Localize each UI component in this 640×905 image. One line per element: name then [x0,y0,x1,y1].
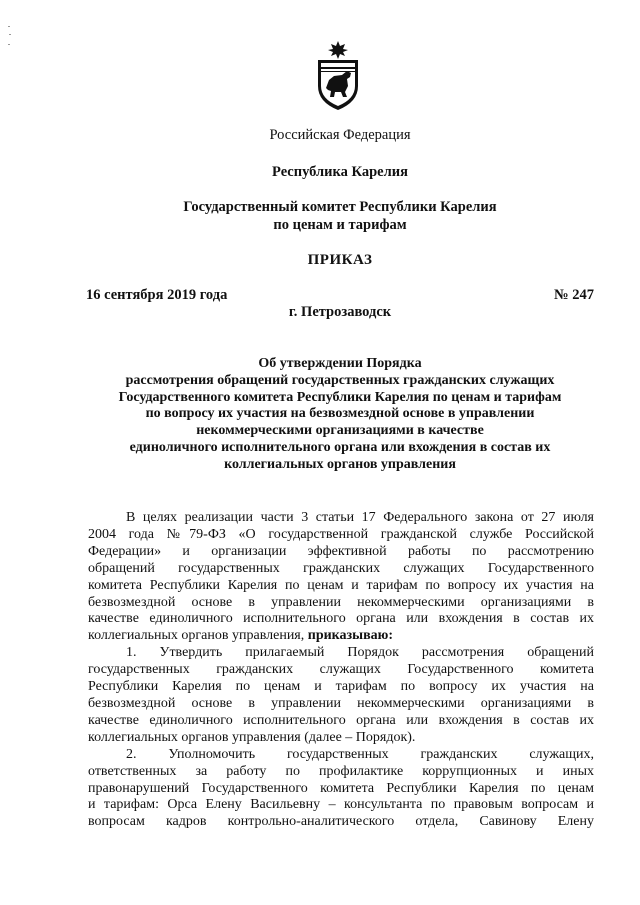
text-line: Федерации» и организации эффективной работы по рассмотрению [88,543,594,559]
city: г. Петрозаводск [288,304,392,320]
title-line: Государственного комитета Республики Карелия по ценам и тарифам [118,389,562,405]
text-line: и тарифам: Орса Елену Васильевну – консультанта по правовым вопросам и [88,797,594,813]
committee-line: по ценам и тарифам [273,217,407,233]
title-line: некоммерческими организациями в качестве [196,423,484,439]
title-line: единоличного исполнительного органа или вхождения в состав их [129,439,551,455]
text-line: коллегиальных органов управления (далее – Порядок). [88,729,416,745]
text-line: В целях реализации части 3 статьи 17 Федерального закона от 27 июля [126,510,594,525]
text-line: комитета Республики Карелия по ценам и тарифам по вопросу их участия на [88,577,594,593]
order-number: № 247 [554,287,594,303]
text-segment: коллегиальных органов управления, [88,628,305,644]
title-line: Об утверждении Порядка [258,356,422,371]
document-body [88,510,594,831]
text-line: качестве единоличного исполнительного органа или вхождения в состав их [88,611,594,627]
order-title [0,356,640,474]
order-date: 16 сентября 2019 года [86,287,228,303]
text-line: 1. Утвердить прилагаемый Порядок рассмотрения обращений [126,645,594,661]
intro-paragraph [88,510,594,645]
scan-artifact [6,24,14,54]
text-line: 2. Уполномочить государственных гражданских служащих, [126,746,594,762]
title-line: рассмотрения обращений государственных гражданских служащих [125,372,555,388]
title-line: коллегиальных органов управления [224,456,456,472]
text-line: государственных гражданских служащих Государственного комитета [88,662,594,678]
text-line: ответственных за работу по профилактике коррупционных и иных [88,763,594,779]
text-line: обращений государственных гражданских служащих Государственного [88,560,594,576]
text-line: Республики Карелия по ценам и тарифам по вопросу их участия на [88,679,594,695]
country-name: Российская Федерация [269,127,411,143]
paragraph-2 [88,747,594,832]
text-line: качестве единоличного исполнительного органа или вхождения в состав их [88,712,594,728]
karelia-coat-of-arms-icon [312,40,364,112]
committee-line: Государственный комитет Республики Карелия [183,199,497,215]
order-word: приказываю: [307,628,394,644]
text-line: 2004 года №79-ФЗ «О государственной гражданской службе Российской [88,526,594,542]
text-line: вопросам кадров контрольно-аналитического отдела, Савинову Елену [88,814,594,830]
paragraph-1 [88,645,594,746]
title-line: по вопросу их участия на безвозмездной основе в управлении [145,406,535,422]
committee-name [0,198,640,234]
text-line: безвозмездной основе в управлении некоммерческими организациями в [88,695,594,711]
text-line: безвозмездной основе в управлении некоммерческими организациями в [88,594,594,610]
republic-name: Республика Карелия [272,164,408,180]
text-line: правонарушений Государственного комитета Республики Карелия по ценам [88,780,594,796]
document-type: ПРИКАЗ [307,252,373,268]
text-line [88,628,594,645]
